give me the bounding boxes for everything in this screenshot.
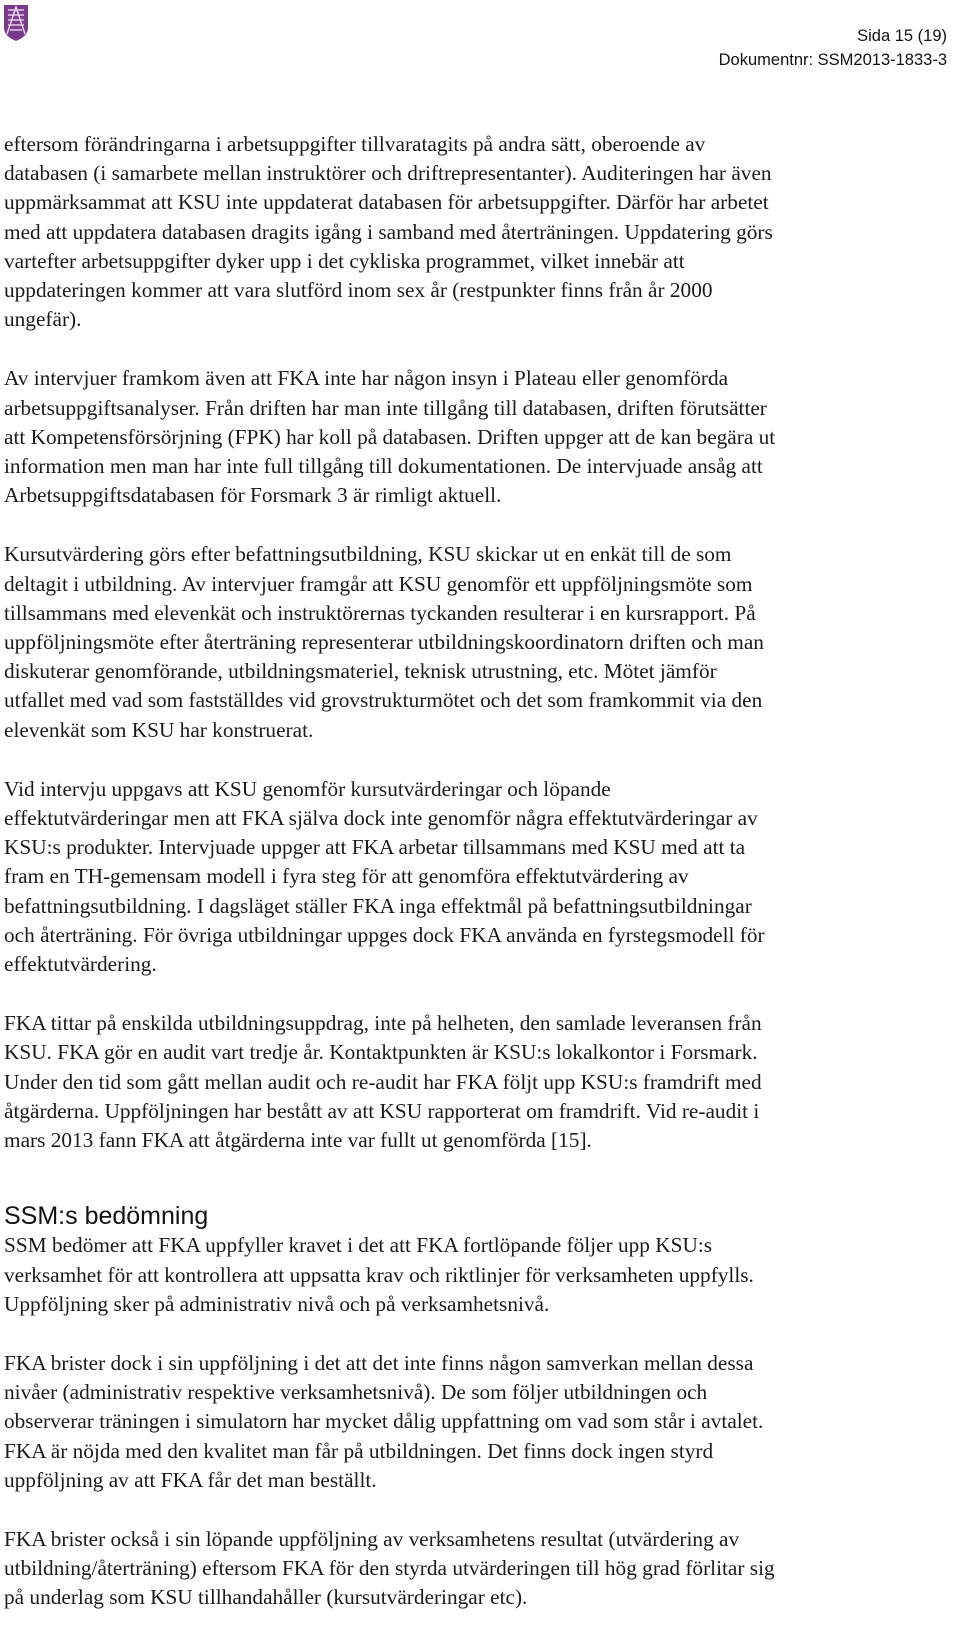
text-line: arbetsuppgiftsanalyser. Från driften har man inte tillgång till databasen, driften förutsätter — [4, 395, 767, 420]
text-line: deltagit i utbildning. Av intervjuer framgår att KSU genomför ett uppföljningsmöte som — [4, 571, 753, 596]
paragraph-5 — [4, 1009, 952, 1155]
text-line: mars 2013 fann FKA att åtgärderna inte var fullt ut genomförda [15]. — [4, 1128, 592, 1153]
document-body — [4, 130, 952, 1613]
text-line: eftersom förändringarna i arbetsuppgifter tillvaratagits på andra sätt, oberoende av — [4, 132, 706, 156]
section-spacer — [4, 1155, 952, 1201]
ssm-shield-logo-icon — [3, 4, 29, 42]
text-line: effektutvärderingar men att FKA själva dock inte genomför några effektutvärderingar av — [4, 806, 758, 831]
paragraph-spacer — [4, 745, 952, 775]
text-line: information men man har inte full tillgång till dokumentationen. De intervjuade ansåg att — [4, 454, 763, 479]
paragraph-spacer — [4, 334, 952, 364]
text-line: FKA brister dock i sin uppföljning i det att det inte finns någon samverkan mellan dessa — [4, 1350, 754, 1375]
text-line: ungefär). — [4, 307, 82, 332]
text-line: databasen (i samarbete mellan instruktörer och driftrepresentanter). Auditeringen har även — [4, 161, 772, 186]
text-line: Arbetsuppgiftsdatabasen för Forsmark 3 är rimligt aktuell. — [4, 483, 502, 508]
text-line: verksamhet för att kontrollera att uppsatta krav och riktlinjer för verksamheten uppfylls. — [4, 1262, 754, 1287]
text-line: med att uppdatera databasen dragits igång i samband med återträningen. Uppdatering görs — [4, 219, 773, 244]
text-line: Kursutvärdering görs efter befattningsutbildning, KSU skickar ut en enkät till de som — [4, 542, 732, 567]
paragraph-spacer — [4, 1319, 952, 1349]
section-paragraph-2 — [4, 1349, 952, 1495]
paragraph-1 — [4, 130, 952, 334]
text-line: observerar träningen i simulatorn har mycket dålig uppfattning om vad som står i avtalet. — [4, 1409, 764, 1434]
paragraph-3 — [4, 540, 952, 744]
text-line: SSM bedömer att FKA uppfyller kravet i det att FKA fortlöpande följer upp KSU:s — [4, 1233, 713, 1258]
section-heading: SSM:s bedömning — [4, 1202, 209, 1231]
text-line: KSU. FKA gör en audit vart tredje år. Kontaktpunkten är KSU:s lokalkontor i Forsmark. — [4, 1040, 758, 1065]
text-line: på underlag som KSU tillhandahåller (kursutvärderingar etc). — [4, 1585, 528, 1610]
document-number: Dokumentnr: SSM2013-1833-3 — [718, 51, 947, 69]
text-line: att Kompetensförsörjning (FPK) har koll på databasen. Driften uppger att de kan begära ut — [4, 424, 776, 449]
text-line: tillsammans med elevenkät och instruktörernas tyckanden resulterar i en kursrapport. På — [4, 600, 756, 625]
text-line: uppmärksammat att KSU inte uppdaterat databasen för arbetsuppgifter. Därför har arbetet — [4, 190, 769, 215]
page-number: Sida 15 (19) — [857, 27, 947, 45]
text-line: utfallet med vad som fastställdes vid grovstrukturmötet och det som framkommit via den — [4, 688, 763, 713]
paragraph-2 — [4, 364, 952, 510]
text-line: nivåer (administrativ respektive verksamhetsnivå). De som följer utbildningen och — [4, 1380, 708, 1405]
text-line: Av intervjuer framkom även att FKA inte har någon insyn i Plateau eller genomförda — [4, 366, 729, 391]
text-line: Under den tid som gått mellan audit och re-audit har FKA följt upp KSU:s framdrift med — [4, 1069, 762, 1094]
text-line: vartefter arbetsuppgifter dyker upp i det cykliska programmet, vilket innebär att — [4, 248, 685, 273]
text-line: uppföljningsmöte efter återträning representerar utbildningskoordinatorn driften och man — [4, 630, 764, 655]
paragraph-4 — [4, 775, 952, 979]
text-line: Uppföljning sker på administrativ nivå och på verksamhetsnivå. — [4, 1291, 550, 1316]
text-line: elevenkät som KSU har konstruerat. — [4, 717, 314, 742]
text-line: fram en TH-gemensam modell i fyra steg för att genomföra effektutvärdering av — [4, 864, 689, 889]
paragraph-spacer — [4, 979, 952, 1009]
section-paragraph-3 — [4, 1525, 952, 1613]
paragraph-spacer — [4, 1495, 952, 1525]
text-line: utbildning/återträning) eftersom FKA för den styrda utvärderingen till hög grad förlitar sig — [4, 1556, 775, 1581]
paragraph-spacer — [4, 510, 952, 540]
page-header — [719, 24, 947, 72]
text-line: FKA tittar på enskilda utbildningsuppdrag, inte på helheten, den samlade leveransen från — [4, 1011, 762, 1036]
text-line: befattningsutbildning. I dagsläget ställer FKA inga effektmål på befattningsutbildningar — [4, 893, 752, 918]
text-line: uppföljning av att FKA får det man beställt. — [4, 1467, 377, 1492]
text-line: FKA är nöjda med den kvalitet man får på utbildningen. Det finns dock ingen styrd — [4, 1438, 714, 1463]
text-line: KSU:s produkter. Intervjuade uppger att FKA arbetar tillsammans med KSU med att ta — [4, 835, 746, 860]
text-line: uppdateringen kommer att vara slutförd inom sex år (restpunkter finns från år 2000 — [4, 278, 713, 303]
text-line: åtgärderna. Uppföljningen har bestått av att KSU rapporterat om framdrift. Vid re-audit i — [4, 1098, 760, 1123]
text-line: och återträning. För övriga utbildningar uppges dock FKA använda en fyrstegsmodell för — [4, 922, 765, 947]
text-line: effektutvärdering. — [4, 952, 157, 977]
text-line: Vid intervju uppgavs att KSU genomför kursutvärderingar och löpande — [4, 776, 611, 801]
section-paragraph-1 — [4, 1231, 952, 1319]
text-line: FKA brister också i sin löpande uppföljning av verksamhetens resultat (utvärdering av — [4, 1526, 740, 1551]
text-line: diskuterar genomförande, utbildningsmateriel, teknisk utrustning, etc. Mötet jämför — [4, 659, 717, 684]
